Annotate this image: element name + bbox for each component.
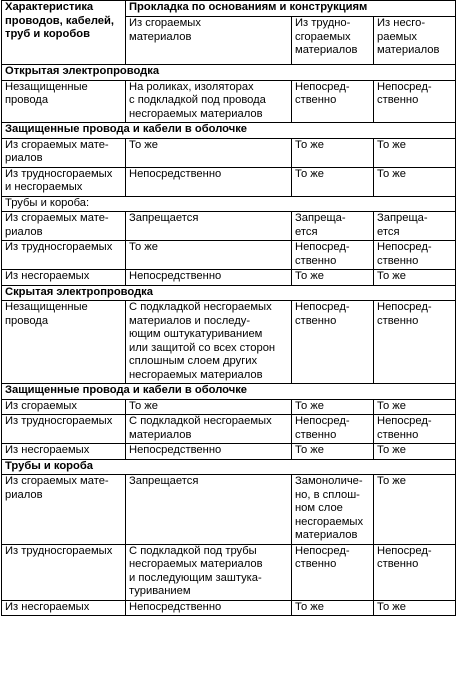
section-title: Трубы и короба:: [2, 196, 456, 212]
cell-noncombustible: Непосред- ственно: [374, 80, 456, 123]
cell-hard-combustible: Замоноличе- но, в сплош- ном слое несгораемых материалов: [292, 475, 374, 545]
table-row: [2, 212, 456, 241]
table-row: [2, 544, 456, 600]
cell-noncombustible: То же: [374, 399, 456, 415]
table-row: [2, 80, 456, 123]
cell-hard-combustible: Непосред- ственно: [292, 241, 374, 270]
cell-hard-combustible: То же: [292, 270, 374, 286]
header-hard-combustible: Из трудно- сгораемых материалов: [292, 17, 374, 65]
cell-noncombustible: То же: [374, 270, 456, 286]
cell-noncombustible: То же: [374, 444, 456, 460]
cell-characteristic: Из сгораемых: [2, 399, 126, 415]
cell-combustible: С подкладкой несгораемых материалов: [126, 415, 292, 444]
cell-characteristic: Из сгораемых мате- риалов: [2, 212, 126, 241]
header-laying: Прокладка по основаниям и конструкциям: [126, 1, 456, 17]
header-noncombustible: Из несго- раемых материалов: [374, 17, 456, 65]
cell-hard-combustible: То же: [292, 600, 374, 616]
section-row: [2, 459, 456, 475]
table-row: [2, 444, 456, 460]
cell-combustible: На роликах, изоляторах с подкладкой под провода несгораемых материалов: [126, 80, 292, 123]
cell-characteristic: Из несгораемых: [2, 444, 126, 460]
header-combustible: Из сгораемых материалов: [126, 17, 292, 65]
cell-noncombustible: То же: [374, 138, 456, 167]
cell-noncombustible: Запреща- ется: [374, 212, 456, 241]
cell-hard-combustible: Непосред- ственно: [292, 415, 374, 444]
header-row-top: [2, 1, 456, 17]
cell-combustible: С подкладкой несгораемых материалов и последу- ющим оштукатуриванием или защитой со всех сторон сплошным слоем других несгораемых материалов: [126, 301, 292, 384]
cell-hard-combustible: То же: [292, 138, 374, 167]
cell-characteristic: Из трудносгораемых и несгораемых: [2, 167, 126, 196]
cell-combustible: То же: [126, 138, 292, 167]
cell-hard-combustible: Непосред- ственно: [292, 301, 374, 384]
cell-characteristic: Из несгораемых: [2, 600, 126, 616]
table-row: [2, 301, 456, 384]
table-header: [2, 1, 456, 65]
cell-hard-combustible: Непосред- ственно: [292, 544, 374, 600]
cell-combustible: Непосредственно: [126, 444, 292, 460]
section-title: Защищенные провода и кабели в оболочке: [2, 384, 456, 400]
cell-combustible: Запрещается: [126, 212, 292, 241]
section-title: Открытая электропроводка: [2, 65, 456, 81]
cell-combustible: С подкладкой под трубы несгораемых материалов и последующим заштука- туриванием: [126, 544, 292, 600]
section-title: Скрытая электропроводка: [2, 285, 456, 301]
cell-hard-combustible: То же: [292, 444, 374, 460]
cell-combustible: То же: [126, 399, 292, 415]
section-row: [2, 65, 456, 81]
wiring-rules-table: [1, 0, 456, 616]
cell-noncombustible: Непосред- ственно: [374, 415, 456, 444]
table-row: [2, 167, 456, 196]
cell-characteristic: Из несгораемых: [2, 270, 126, 286]
table-row: [2, 475, 456, 545]
section-row: [2, 384, 456, 400]
section-row: [2, 196, 456, 212]
cell-noncombustible: То же: [374, 475, 456, 545]
cell-hard-combustible: Непосред- ственно: [292, 80, 374, 123]
cell-characteristic: Незащищенные провода: [2, 301, 126, 384]
cell-hard-combustible: То же: [292, 167, 374, 196]
cell-combustible: Непосредственно: [126, 167, 292, 196]
cell-noncombustible: То же: [374, 167, 456, 196]
table-row: [2, 241, 456, 270]
cell-characteristic: Из трудносгораемых: [2, 544, 126, 600]
cell-combustible: Запрещается: [126, 475, 292, 545]
cell-noncombustible: Непосред- ственно: [374, 301, 456, 384]
section-row: [2, 123, 456, 139]
table-row: [2, 270, 456, 286]
table-row: [2, 138, 456, 167]
cell-noncombustible: То же: [374, 600, 456, 616]
cell-characteristic: Из сгораемых мате- риалов: [2, 475, 126, 545]
cell-characteristic: Из сгораемых мате- риалов: [2, 138, 126, 167]
cell-combustible: Непосредственно: [126, 600, 292, 616]
cell-noncombustible: Непосред- ственно: [374, 241, 456, 270]
cell-noncombustible: Непосред- ственно: [374, 544, 456, 600]
cell-characteristic: Из трудносгораемых: [2, 415, 126, 444]
cell-characteristic: Из трудносгораемых: [2, 241, 126, 270]
cell-hard-combustible: То же: [292, 399, 374, 415]
section-row: [2, 285, 456, 301]
table-row: [2, 600, 456, 616]
header-characteristic: Характеристика проводов, кабелей, труб и коробов: [2, 1, 126, 65]
cell-combustible: Непосредственно: [126, 270, 292, 286]
section-title: Трубы и короба: [2, 459, 456, 475]
section-title: Защищенные провода и кабели в оболочке: [2, 123, 456, 139]
table-row: [2, 399, 456, 415]
cell-combustible: То же: [126, 241, 292, 270]
cell-characteristic: Незащищенные провода: [2, 80, 126, 123]
table-row: [2, 415, 456, 444]
table-body: [2, 65, 456, 616]
cell-hard-combustible: Запреща- ется: [292, 212, 374, 241]
